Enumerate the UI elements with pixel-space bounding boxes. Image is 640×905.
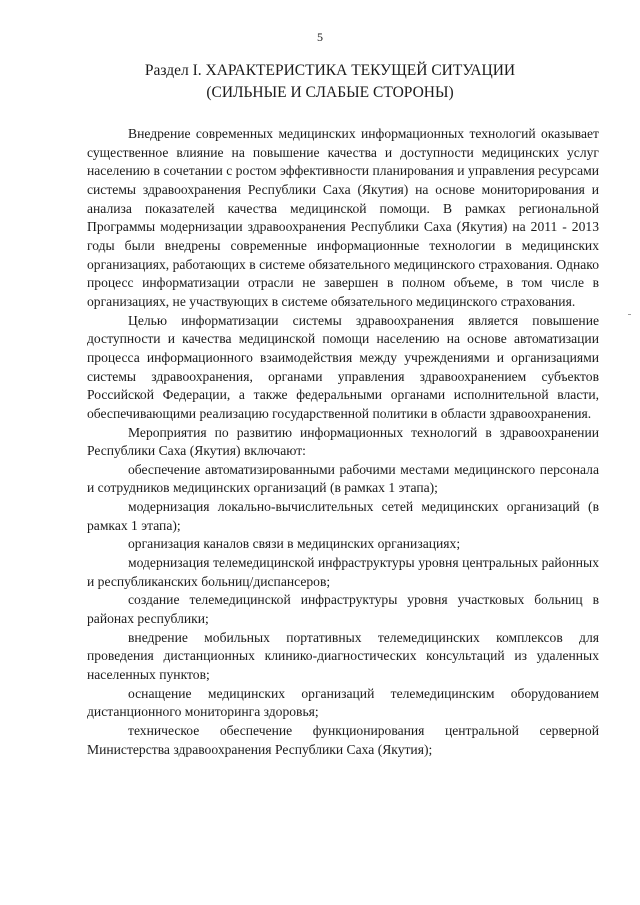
list-item: внедрение мобильных портативных телемедицинских комплексов для проведения дистанционных клинико-диагностических консультаций из удаленных населенных пунктов; <box>87 629 599 683</box>
section-heading-line-1: Раздел I. ХАРАКТЕРИСТИКА ТЕКУЩЕЙ СИТУАЦИИ <box>144 62 516 79</box>
paragraph: Целью информатизации системы здравоохранения является повышение доступности и качества медицинской помощи населению на основе автоматизации процесса информационного взаимодействия между учреждениями и организациями системы здравоохранения, органами управления здравоохранением субъектов Российской Федерации, а также федеральными органами исполнительной власти, обеспечивающими реализацию государственной политики в области здравоохранения. <box>87 312 599 421</box>
list-item: модернизация локально-вычислительных сетей медицинских организаций (в рамках 1 этапа); <box>87 499 599 533</box>
list-item: техническое обеспечение функционирования центральной серверной Министерства здравоохранения Республики Саха (Якутия); <box>87 723 599 757</box>
paragraph: Мероприятия по развитию информационных технологий в здравоохранении Республики Саха (Якутия) включают: <box>87 424 599 459</box>
section-heading-line-2: (СИЛЬНЫЕ И СЛАБЫЕ СТОРОНЫ) <box>206 84 454 101</box>
scan-speck <box>628 314 631 315</box>
list-item: организация каналов связи в медицинских организациях; <box>128 536 461 552</box>
section-heading <box>70 60 590 104</box>
body-text <box>87 125 599 759</box>
list-item: создание телемедицинской инфраструктуры уровня участковых больниц в районах республики; <box>87 592 599 627</box>
list-item: обеспечение автоматизированными рабочими местами медицинского персонала и сотрудников медицинских организаций (в рамках 1 этапа); <box>87 461 599 496</box>
paragraph: Внедрение современных медицинских информационных технологий оказывает существенное влияние на повышение качества и доступности медицинских услуг населению в сочетании с ростом эффективности планирования и управления ресурсами системы здравоохранения Республики Саха (Якутия) на основе мониторирования и анализа показателей качества медицинской помощи. В рамках региональной Программы модернизации здравоохранения Республики Саха (Якутия) на 2011 - 2013 годы были внедрены современные информационные технологии в медицинских организациях, работающих в системе обязательного медицинского страхования. Однако процесс информатизации отрасли не завершен в полном объеме, в том числе в организациях, не участвующих в системе обязательного медицинского страхования. <box>87 126 599 309</box>
list-item: оснащение медицинских организаций телемедицинским оборудованием дистанционного мониторинга здоровья; <box>87 685 599 720</box>
list-item: модернизация телемедицинской инфраструктуры уровня центральных районных и республиканских больниц/диспансеров; <box>87 555 599 589</box>
page-number: 5 <box>317 30 323 44</box>
